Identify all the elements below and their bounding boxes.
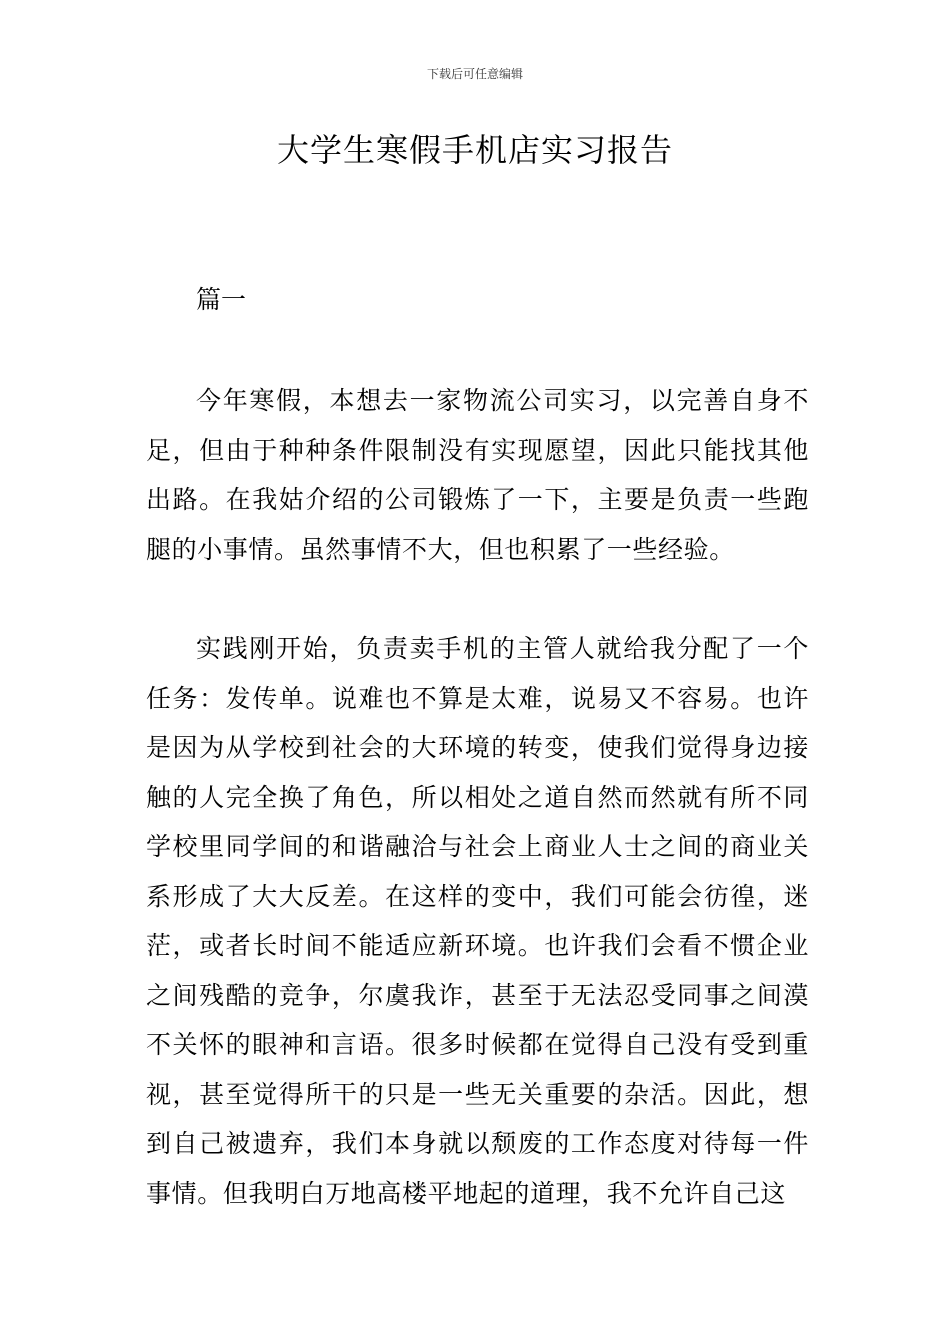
section-label: 篇一 [196, 285, 247, 314]
paragraph-1: 今年寒假，本想去一家物流公司实习，以完善自身不足，但由于种种条件限制没有实现愿望，因此只能找其他出路。在我姑介绍的公司锻炼了一下，主要是负责一些跑腿的小事情。虽然事情不大，但也积累了一些经验。 [146, 386, 809, 564]
paragraph-2: 实践刚开始，负责卖手机的主管人就给我分配了一个任务：发传单。说难也不算是太难，说易又不容易。也许是因为从学校到社会的大环境的转变，使我们觉得身边接触的人完全换了角色，所以相处之道自然而然就有所不同学校里同学间的和谐融洽与社会上商业人士之间的商业关系形成了大大反差。在这样的变中，我们可能会彷徨，迷茫，或者长时间不能适应新环境。也许我们会看不惯企业之间残酷的竞争，尔虞我诈，甚至于无法忍受同事之间漠不关怀的眼神和言语。很多时候都在觉得自己没有受到重视，甚至觉得所干的只是一些无关重要的杂活。因此，想到自己被遗弃，我们本身就以颓废的工作态度对待每一件事情。但我明白万地高楼平地起的道理，我不允许自己这 [146, 634, 809, 1208]
header-note: 下载后可任意编辑 [426, 67, 523, 81]
document-title: 大学生寒假手机店实习报告 [276, 131, 673, 169]
